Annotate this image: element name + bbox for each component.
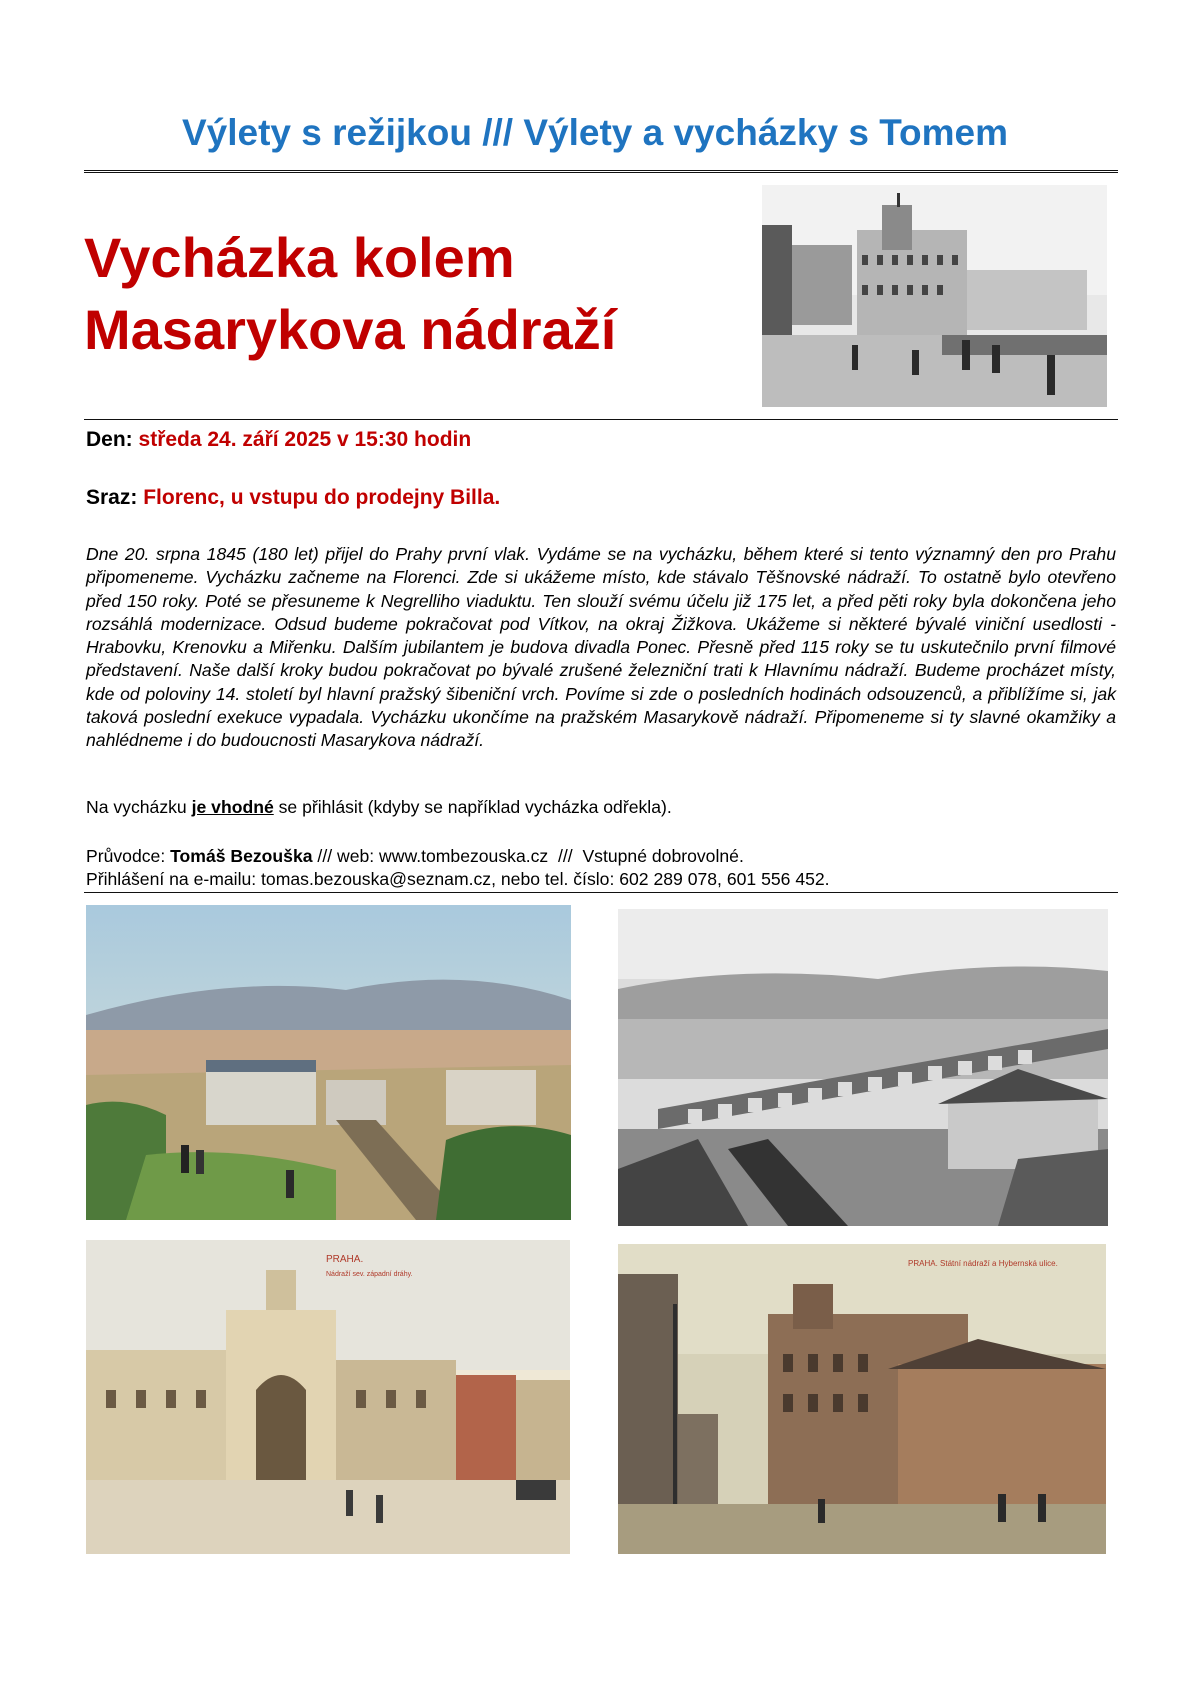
date-label: Den: <box>86 428 133 451</box>
meeting-value: Florenc, u vstupu do prodejny Billa. <box>143 486 501 509</box>
entry-fee: Vstupné dobrovolné. <box>582 846 744 866</box>
header-divider <box>84 170 1118 173</box>
note-prefix: Na vycházku <box>86 797 192 817</box>
station-engraving-image <box>762 185 1107 407</box>
event-title-line2: Masarykova nádraží <box>84 298 617 361</box>
event-title-line1: Vycházka kolem <box>84 226 515 289</box>
meeting-point-line <box>86 486 500 510</box>
registration-note <box>86 797 1126 818</box>
signup-line: Přihlášení na e-mailu: tomas.bezouska@seznam.cz, nebo tel. číslo: 602 289 078, 601 556 452. <box>86 869 830 889</box>
footer-divider <box>84 892 1118 893</box>
guide-web-link[interactable]: www.tombezouska.cz <box>379 846 549 866</box>
guide-name: Tomáš Bezouška <box>170 846 313 866</box>
note-suffix: se přihlásit (kdyby se například vycházka odřekla). <box>273 797 672 817</box>
event-title <box>84 222 724 366</box>
station-postcard-praha <box>86 1240 570 1554</box>
meeting-label: Sraz: <box>86 486 138 509</box>
prague-panorama-painting <box>86 905 571 1220</box>
walk-description: Dne 20. srpna 1845 (180 let) přijel do Prahy první vlak. Vydáme se na vycházku, během které si tento významný den pro Prahu připomeneme. Vycházku začneme na Florenci. Zde si ukážeme místo, kde stávalo Těšnovské nádraží. To ostatně bylo otevřeno před 150 roky. Poté se přesuneme k Negrelliho viaduktu. Ten slouží svému účelu již 175 let, a před pěti roky byla dokončena jeho rozsáhlá modernizace. Odsud budeme pokračovat pod Vítkov, na okraj Žižkova. Ukážeme si některé bývalé viniční usedlosti - Hrabovku, Krenovku a Miřenku. Dalším jubilantem je budova divadla Ponec. Přesně před 115 roky se tu uskutečnilo první filmové představení. Naše další kroky budou pokračovat po bývalé zrušené železniční trati k Hlavnímu nádraží. Budeme procházet místy, kde od poloviny 14. století byl hlavní pražský šibeniční vrch. Povíme si zde o posledních hodinách odsouzenců, a přiblížíme si, jak taková poslední exekuce vypadala. Vycházku ukončíme na pražském Masarykově nádraží. Připomeneme si ty slavné okamžiky a nahlédneme i do budoucnosti Masarykova nádraží. <box>86 544 1116 751</box>
guide-sep2: /// <box>548 846 583 866</box>
note-emphasis: je vhodné <box>191 797 274 817</box>
postcard-caption-2: PRAHA. Státní nádraží a Hybernská ulice. <box>908 1259 1058 1268</box>
viaduct-engraving-image <box>618 909 1108 1226</box>
postcard-caption-1-sub: Nádraží sev. západní dráhy. <box>326 1271 413 1278</box>
postcard-caption-1-title: PRAHA. <box>326 1254 364 1265</box>
series-title: Výlety s režijkou /// Výlety a vycházky s Tomem <box>181 112 1009 153</box>
guide-line <box>86 846 1126 867</box>
guide-sep: /// web: <box>312 846 380 866</box>
date-value: středa 24. září 2025 v 15:30 hodin <box>138 428 472 451</box>
date-line <box>86 428 471 452</box>
title-divider <box>84 419 1118 420</box>
guide-label: Průvodce: <box>86 846 171 866</box>
statni-nadrazi-postcard <box>618 1244 1106 1554</box>
